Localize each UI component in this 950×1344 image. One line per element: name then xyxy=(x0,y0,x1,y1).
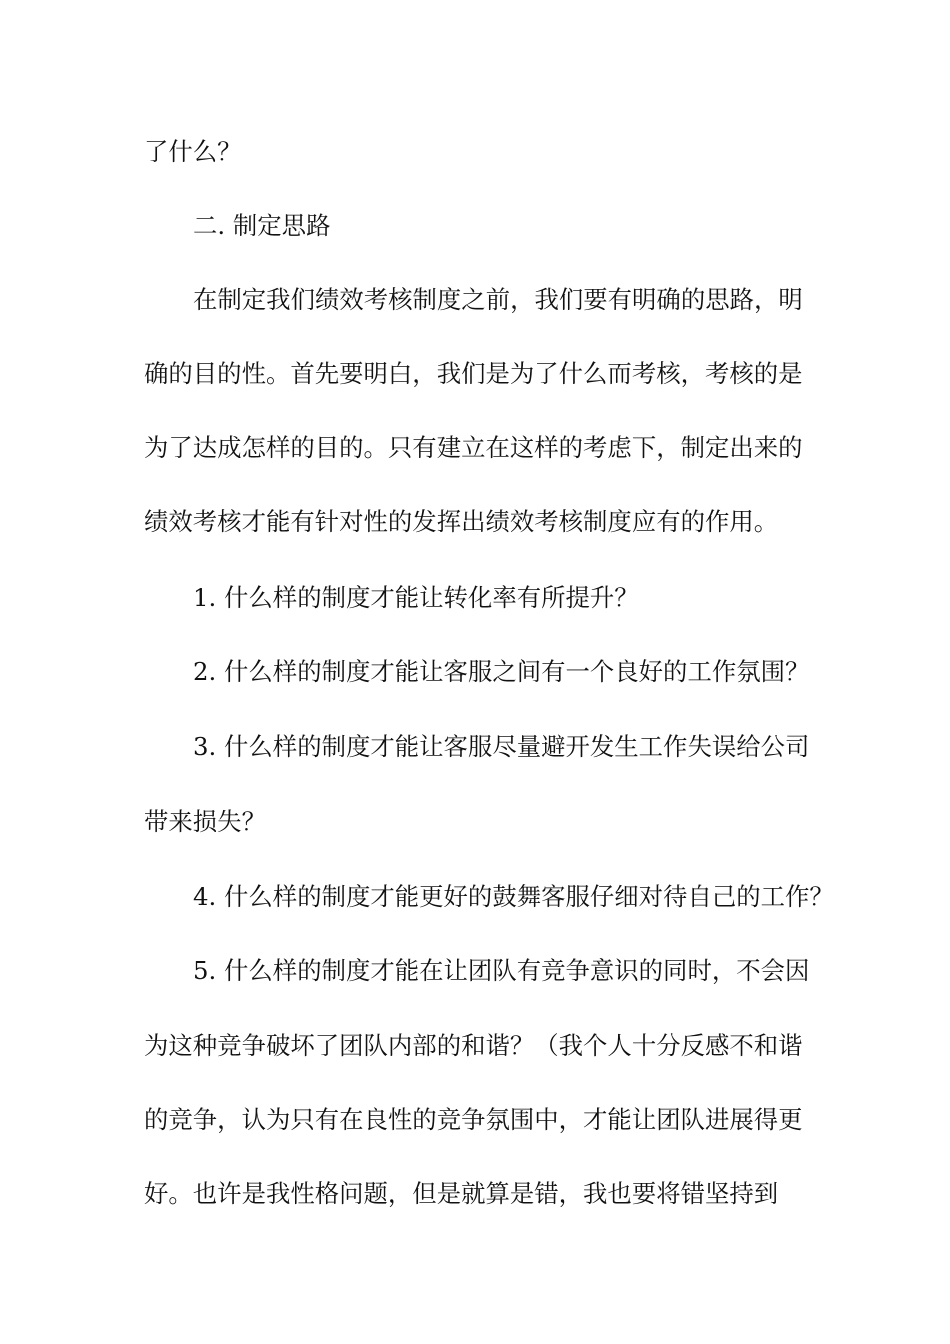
text-line: 带来损失？ xyxy=(144,807,266,836)
text-line: 确的目的性。首先要明白，我们是为了什么而考核，考核的是 xyxy=(144,359,803,388)
text-line: 为这种竞争破坏了团队内部的和谐？（我个人十分反感不和谐 xyxy=(144,1031,803,1060)
text-line: 的竞争，认为只有在良性的竞争氛围中，才能让团队进展得更 xyxy=(144,1105,803,1134)
text-line: 了什么？ xyxy=(144,137,242,166)
text-line: 好。也许是我性格问题，但是就算是错，我也要将错坚持到 xyxy=(144,1179,779,1208)
list-item: 2. 什么样的制度才能让客服之间有一个良好的工作氛围？ xyxy=(193,657,810,686)
text-line: 为了达成怎样的目的。只有建立在这样的考虑下，制定出来的 xyxy=(144,433,803,462)
section-heading: 二. 制定思路 xyxy=(193,211,331,240)
text-line: 在制定我们绩效考核制度之前，我们要有明确的思路，明 xyxy=(193,285,803,314)
list-item: 4. 什么样的制度才能更好的鼓舞客服仔细对待自己的工作？ xyxy=(193,882,834,911)
list-item: 3. 什么样的制度才能让客服尽量避开发生工作失误给公司 xyxy=(193,732,810,761)
list-item: 5. 什么样的制度才能在让团队有竞争意识的同时，不会因 xyxy=(193,956,810,985)
list-item: 1. 什么样的制度才能让转化率有所提升？ xyxy=(193,583,639,612)
text-line: 绩效考核才能有针对性的发挥出绩效考核制度应有的作用。 xyxy=(144,507,779,536)
